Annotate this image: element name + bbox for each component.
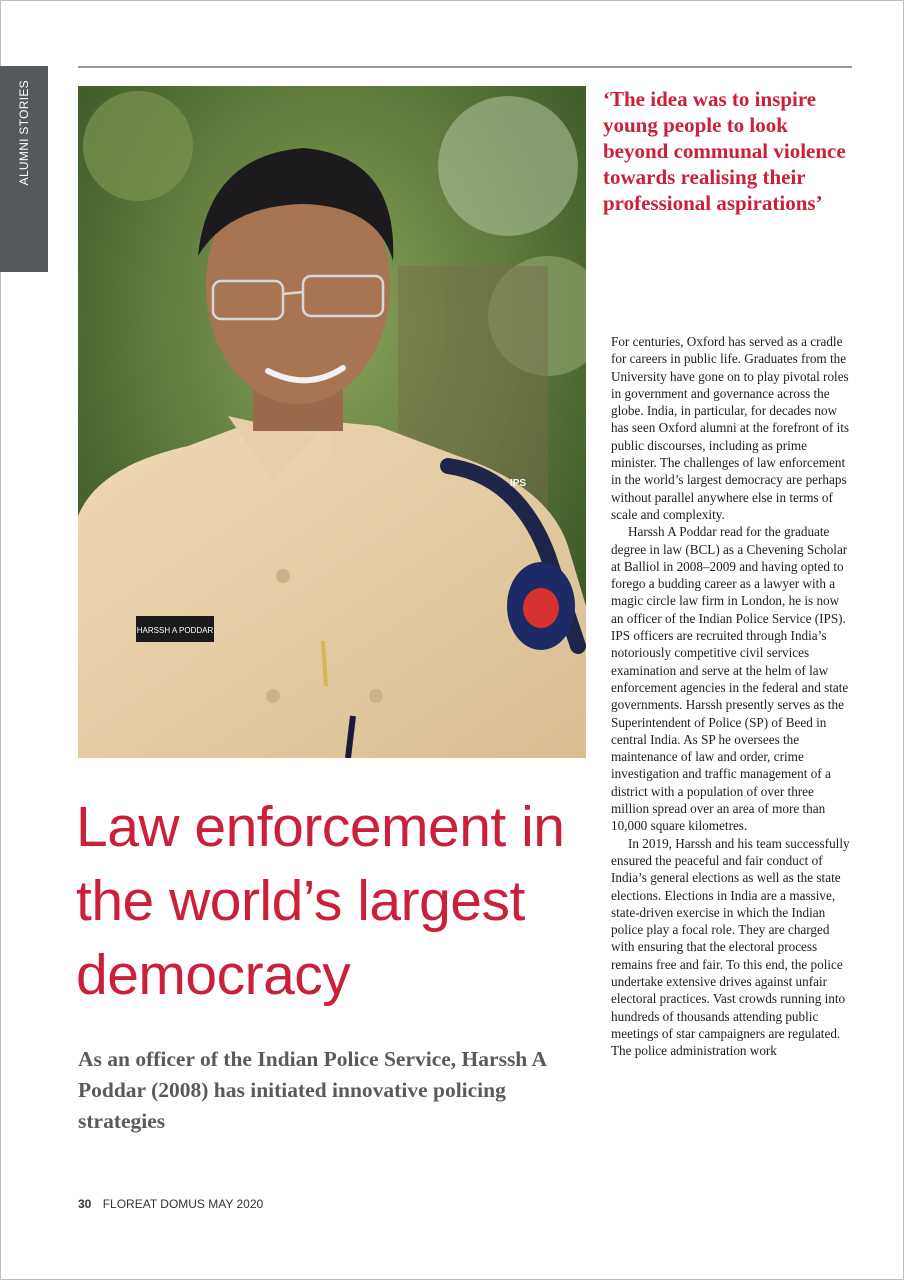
article-body [611,333,851,1059]
name-badge-text: HARSSH A PODDAR [136,626,214,635]
body-paragraph: Harssh A Poddar read for the graduate degree in law (BCL) as a Chevening Scholar at Balliol in 2008–2009 and having opted to forego a budding career as a lawyer with a magic circle law firm in London, he is now an officer of the Indian Police Service (IPS). IPS officers are recruited through India’s notoriously competitive civil services examination and serve at the helm of law enforcement agencies in the federal and state governments. Harssh presently serves as the Superintendent of Police (SP) of Beed in central India. As SP he oversees the maintenance of law and order, crime investigation and traffic management of a district with a population of over three million spread over an area of more than 10,000 square kilometres. [611,524,849,834]
publication-name: FLOREAT DOMUS [102,1197,205,1211]
top-rule [78,66,852,68]
body-paragraph: In 2019, Harssh and his team successfully ensured the peaceful and fair conduct of India’s general elections as well as the state elections. Elections in India are a massive, state-driven exercise in which the Indian police play a focal role. They are charged with ensuring that the electoral process remains free and fair. To this end, the police undertake extensive drives against unfair electoral practices. Vast crowds running into hundreds of thousands attending public meetings of star campaigners are regulated. The police administration work [611,835,850,1059]
officer-photo [78,86,586,758]
section-tab [0,66,48,272]
section-tab-label: ALUMNI STORIES [17,80,31,186]
shoulder-badge-text: IPS [509,478,527,489]
page-footer [78,1197,263,1211]
pull-quote: ‘The idea was to inspire young people to look beyond communal violence towards realising their professional aspirations’ [603,87,846,215]
page-number: 30 [78,1197,92,1211]
issue-date: MAY 2020 [208,1197,264,1211]
body-paragraph: For centuries, Oxford has served as a cradle for careers in public life. Graduates from the University have gone on to play pivotal roles in government and governance across the globe. India, in particular, for decades now has seen Oxford alumni at the forefront of its public discourses, including as prime minister. The challenges of law enforcement in the world’s largest democracy are perhaps without parallel anywhere else in terms of scale and complexity. [611,334,850,522]
headline: Law enforcement in the world’s largest democracy [76,795,565,1007]
standfirst: As an officer of the Indian Police Service, Harssh A Poddar (2008) has initiated innovative policing strategies [78,1047,546,1133]
